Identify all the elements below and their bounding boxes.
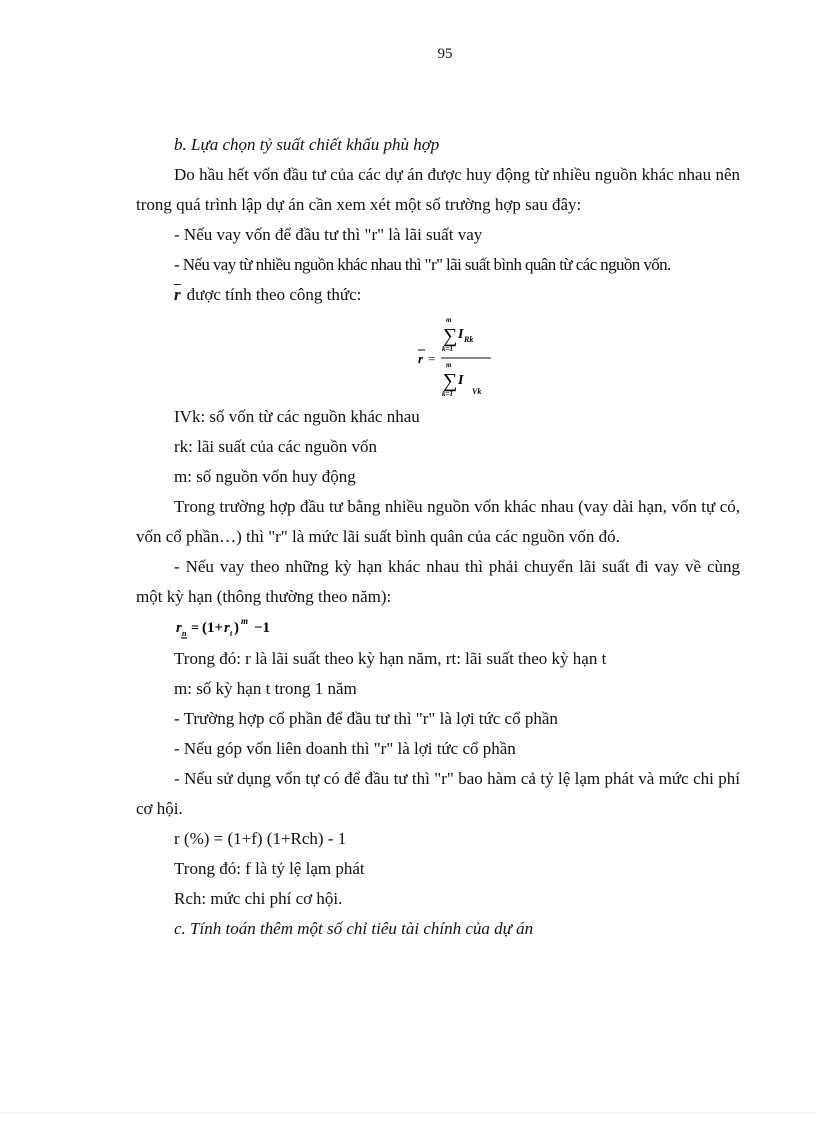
formula-num-lower: k=1 — [442, 345, 453, 353]
formula-den-sum: ∑ — [443, 370, 458, 392]
formula2-base-var: r — [224, 620, 230, 636]
formula2-lhs: r — [176, 620, 182, 636]
definition-rk: rk: lãi suất của các nguồn vốn — [174, 437, 377, 456]
formula-period-conversion-svg — [174, 616, 314, 642]
formula2-lhs-sub: n — [182, 629, 187, 638]
definition-m: m: số nguồn vốn huy động — [174, 467, 356, 486]
formula2-minus: −1 — [254, 620, 271, 636]
definition-r-rt: Trong đó: r là lãi suất theo kỳ hạn năm, rt: lãi suất theo kỳ hạn t — [174, 649, 607, 668]
formula-period-conversion — [136, 612, 740, 644]
bullet-3: - Trường hợp cổ phần để đầu tư thì "r" là lợi tức cổ phần — [174, 709, 558, 728]
formula-inflation: r (%) = (1+f) (1+Rch) - 1 — [174, 829, 347, 848]
bullet-2: - Nếu vay từ nhiều nguồn khác nhau thì "r" lãi suất bình quân từ các nguồn vốn. — [174, 255, 671, 274]
formula2-exponent: m — [241, 616, 249, 626]
formula-den-sub: Vk — [472, 387, 482, 396]
formula-den-upper: m — [446, 361, 452, 369]
formula-num-upper: m — [446, 316, 452, 324]
heading-b: b. Lựa chọn tỷ suất chiết khấu phù hợp — [174, 135, 440, 154]
formula-den-lower: k=1 — [442, 390, 453, 398]
formula-weighted-average-svg — [416, 314, 516, 400]
heading-c: c. Tính toán thêm một số chỉ tiêu tài chính của dự án — [174, 919, 534, 938]
formula2-base-close: ) — [234, 620, 239, 636]
formula-equals: = — [428, 351, 436, 366]
document-body — [136, 130, 740, 944]
formula-lhs: r — [418, 351, 424, 366]
formula-num-sum: ∑ — [443, 325, 458, 347]
paragraph-4: - Nếu sử dụng vốn tự có để đầu tư thì "r" bao hàm cả tỷ lệ lạm phát và mức chi phí cơ hội. — [136, 769, 740, 818]
bullet-4: - Nếu góp vốn liên doanh thì "r" là lợi tức cổ phần — [174, 739, 516, 758]
formula-den-term: I — [458, 373, 464, 388]
paragraph-1: Do hầu hết vốn đầu tư của các dự án được huy động từ nhiều nguồn khác nhau nên trong quá trình lập dự án cần xem xét một số trường hợp sau đây: — [136, 165, 740, 214]
definition-m-periods: m: số kỳ hạn t trong 1 năm — [174, 679, 357, 698]
formula-weighted-average — [136, 310, 740, 402]
rbar-text: được tính theo công thức: — [186, 285, 362, 304]
paragraph-3: - Nếu vay theo những kỳ hạn khác nhau thì phải chuyển lãi suất đi vay về cùng một kỳ hạn (thông thường theo năm): — [136, 557, 740, 606]
formula-num-sub: Rk — [464, 335, 474, 344]
definition-f: Trong đó: f là tỷ lệ lạm phát — [174, 859, 365, 878]
rbar-line — [136, 280, 740, 310]
bullet-1: - Nếu vay vốn để đầu tư thì "r" là lãi suất vay — [174, 225, 483, 244]
formula2-base-sub: t — [230, 629, 233, 638]
page-number: 95 — [437, 46, 453, 62]
definition-ivk: IVk: số vốn từ các nguồn khác nhau — [174, 407, 420, 426]
rbar-symbol: $\overline{r}$ — [174, 285, 181, 304]
formula2-equals: = — [191, 621, 199, 636]
formula-num-term: I — [458, 327, 464, 342]
paragraph-2: Trong trường hợp đầu tư bằng nhiều nguồn vốn khác nhau (vay dài hạn, vốn tự có, vốn cổ phần…) thì "r" là mức lãi suất bình quân của các nguồn vốn đó. — [136, 497, 740, 546]
formula2-base: (1+ — [202, 620, 224, 636]
definition-rch: Rch: mức chi phí cơ hội. — [174, 889, 343, 908]
page-bottom-divider — [0, 1112, 816, 1113]
